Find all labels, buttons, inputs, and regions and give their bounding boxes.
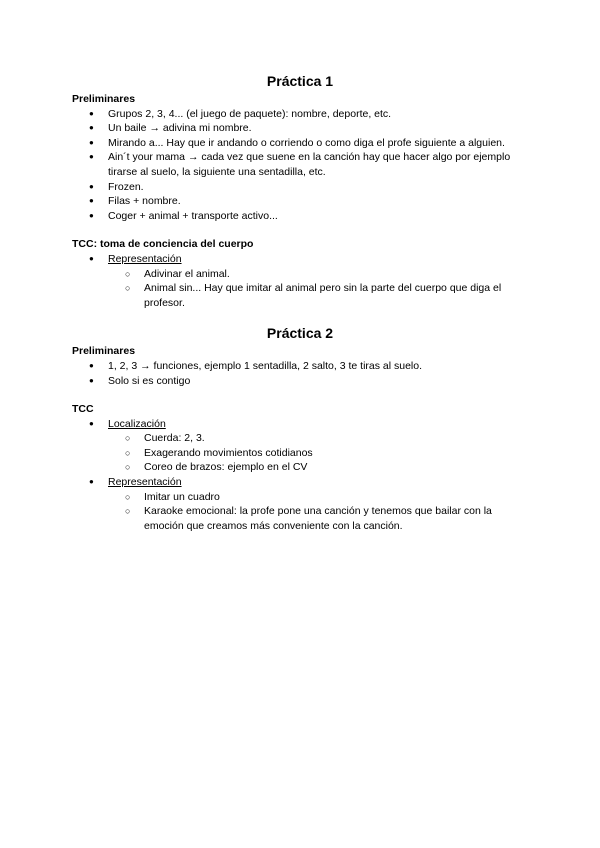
list-item: ● Solo si es contigo bbox=[72, 374, 528, 389]
list-item: ● Ain´t your mama → cada vez que suene en la canción hay que hacer algo por ejemplo tirarse al suelo, la siguiente una sentadilla, etc. bbox=[72, 150, 528, 179]
list-item bbox=[72, 475, 528, 533]
practica-2-tcc-heading: TCC bbox=[72, 403, 94, 416]
sub-list bbox=[108, 267, 528, 311]
practica-1-preliminares-heading: Preliminares bbox=[72, 93, 136, 105]
sub-list-item: ○ Animal sin... Hay que imitar al animal pero sin la parte del cuerpo que diga el profesor. bbox=[108, 281, 528, 310]
group-label-localizacion: Localización bbox=[108, 417, 166, 430]
practica-2-preliminares-heading: Preliminares bbox=[72, 345, 136, 358]
list-item: ● Grupos 2, 3, 4... (el juego de paquete): nombre, deporte, etc. bbox=[72, 107, 528, 122]
list-item: ● Filas + nombre. bbox=[72, 194, 528, 209]
list-item: ● Frozen. bbox=[72, 180, 528, 195]
practica-2-preliminares-list bbox=[72, 359, 528, 388]
practica-1-title: Práctica 1 bbox=[266, 73, 334, 89]
list-item: ● Mirando a... Hay que ir andando o corriendo o como diga el profe siguiente a alguien. bbox=[72, 136, 528, 151]
sub-list bbox=[108, 431, 528, 475]
sub-list-item: ○ Cuerda: 2, 3. bbox=[108, 431, 528, 446]
practica-2-tcc-list bbox=[72, 417, 528, 534]
list-item bbox=[72, 252, 528, 310]
list-item bbox=[72, 417, 528, 475]
sub-list-item: ○ Exagerando movimientos cotidianos bbox=[108, 446, 528, 461]
group-label-representacion: Representación bbox=[108, 476, 182, 489]
practica-1-preliminares-list bbox=[72, 107, 528, 224]
practica-2-title: Práctica 2 bbox=[266, 325, 334, 342]
practica-1-tcc-list bbox=[72, 252, 528, 310]
sub-list-item: ○ Coreo de brazos: ejemplo en el CV bbox=[108, 460, 528, 475]
sub-list-item: ○ Imitar un cuadro bbox=[108, 490, 528, 505]
practica-1-tcc-heading: TCC: toma de conciencia del cuerpo bbox=[72, 238, 254, 251]
sub-list-item: ○ Karaoke emocional: la profe pone una canción y tenemos que bailar con la emoción que creamos más conveniente con la canción. bbox=[108, 504, 528, 533]
list-item: ● Un baile → adivina mi nombre. bbox=[72, 121, 528, 136]
sub-list bbox=[108, 490, 528, 534]
list-item: ● Coger + animal + transporte activo... bbox=[72, 209, 528, 224]
list-item: ● 1, 2, 3 → funciones, ejemplo 1 sentadilla, 2 salto, 3 te tiras al suelo. bbox=[72, 359, 528, 374]
group-label-representacion: Representación bbox=[108, 252, 182, 265]
sub-list-item: ○ Adivinar el animal. bbox=[108, 267, 528, 282]
